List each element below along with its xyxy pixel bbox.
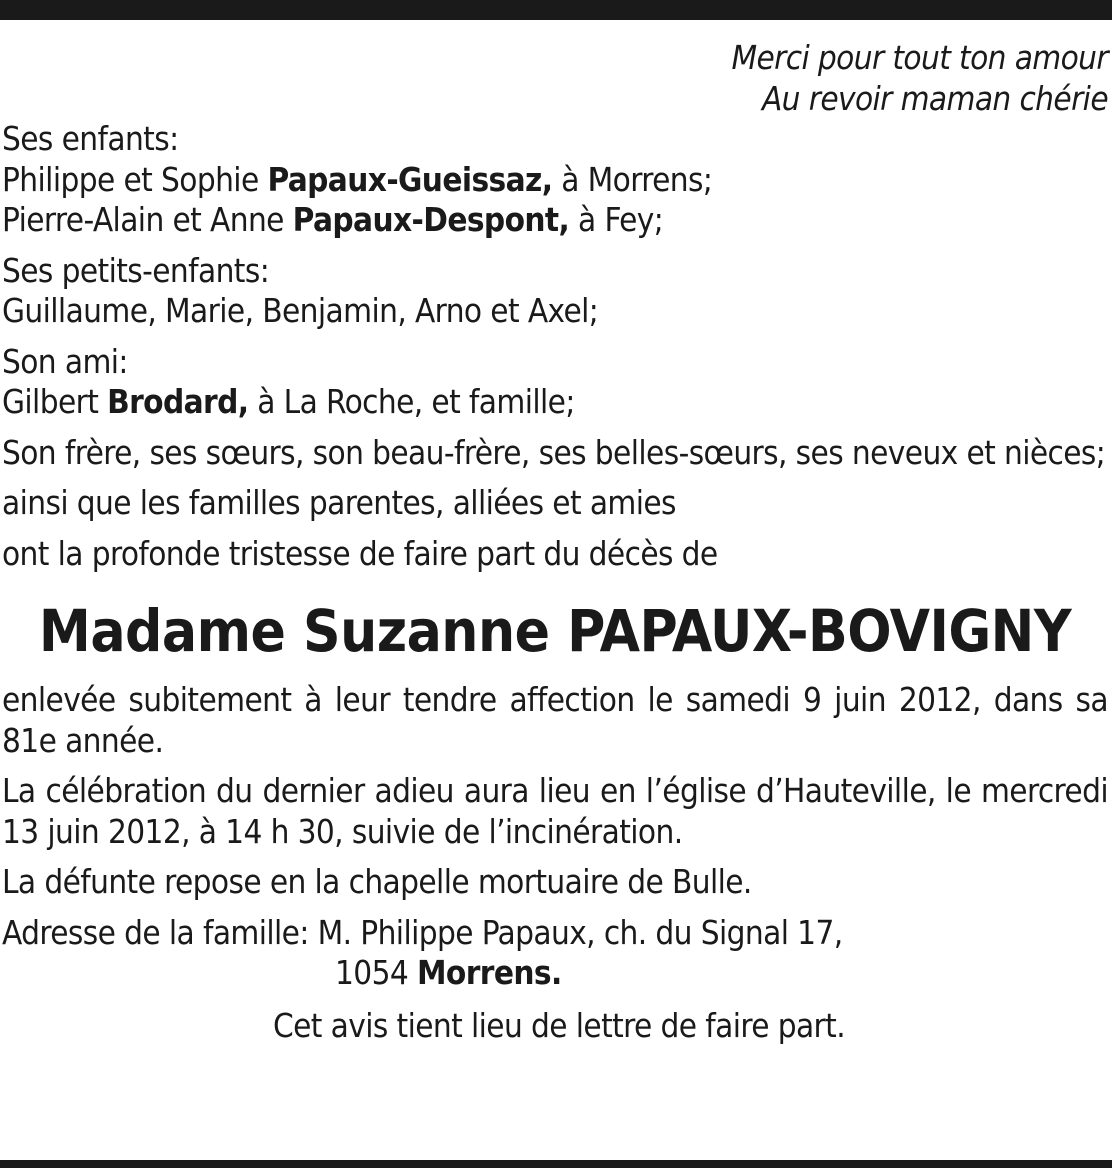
children-entry-2	[2, 200, 1108, 241]
address-line-2	[2, 953, 1108, 994]
top-rule	[0, 0, 1112, 20]
motto-line-1: Merci pour tout ton amour	[731, 38, 1108, 77]
bottom-rule	[0, 1160, 1112, 1168]
motto	[2, 38, 1108, 119]
grandchildren-section	[2, 251, 1108, 332]
address-label: Adresse de la famille:	[2, 912, 318, 952]
children-entry-2-suffix: à Fey;	[569, 200, 664, 239]
children-entry-2-prefix: Pierre-Alain et Anne	[2, 200, 293, 239]
address-line-1	[2, 913, 1108, 954]
obituary-notice	[2, 38, 1108, 1046]
grandchildren-names: Guillaume, Marie, Benjamin, Arno et Axel;	[2, 291, 599, 330]
repose-paragraph: La défunte repose en la chapelle mortuaire de Bulle.	[2, 862, 752, 901]
address-street: M. Philippe Papaux, ch. du Signal 17,	[317, 912, 843, 952]
death-info-paragraph: enlevée subitement à leur tendre affection le samedi 9 juin 2012, dans sa 81e année.	[2, 680, 1108, 760]
deceased-name: Madame Suzanne PAPAUX-BOVIGNY	[38, 597, 1072, 665]
announcement-line: ont la profonde tristesse de faire part du décès de	[2, 533, 718, 573]
friend-suffix: à La Roche, et famille;	[248, 382, 575, 421]
children-entry-2-surname: Papaux-Despont,	[292, 200, 570, 239]
closing-note: Cet avis tient lieu de lettre de faire part.	[272, 1005, 846, 1045]
families-line: ainsi que les familles parentes, alliées et amies	[2, 483, 676, 522]
friend-entry	[2, 382, 1108, 423]
friend-heading: Son ami:	[2, 341, 128, 381]
grandchildren-heading: Ses petits-enfants:	[2, 250, 270, 290]
children-entry-1-prefix: Philippe et Sophie	[2, 159, 268, 199]
children-heading: Ses enfants:	[2, 119, 179, 158]
family-address	[2, 913, 1108, 994]
ceremony-paragraph: La célébration du dernier adieu aura lieu en l’église d’Hauteville, le mercredi 13 juin 2012, à 14 h 30, suivie de l’incinération.	[2, 771, 1108, 851]
friend-prefix: Gilbert	[2, 382, 108, 421]
children-section	[2, 119, 1108, 241]
children-entry-1-surname: Papaux-Gueissaz,	[267, 159, 553, 199]
address-postal: 1054	[335, 953, 417, 992]
siblings-paragraph: Son frère, ses sœurs, son beau-frère, ses belles-sœurs, ses neveux et nièces;	[2, 432, 1106, 472]
children-entry-1-suffix: à Morrens;	[552, 159, 713, 199]
motto-line-2: Au revoir maman chérie	[761, 78, 1108, 118]
friend-surname: Brodard,	[107, 382, 249, 421]
friend-section	[2, 342, 1108, 423]
address-city: Morrens.	[416, 953, 562, 992]
children-entry-1	[2, 160, 1108, 201]
